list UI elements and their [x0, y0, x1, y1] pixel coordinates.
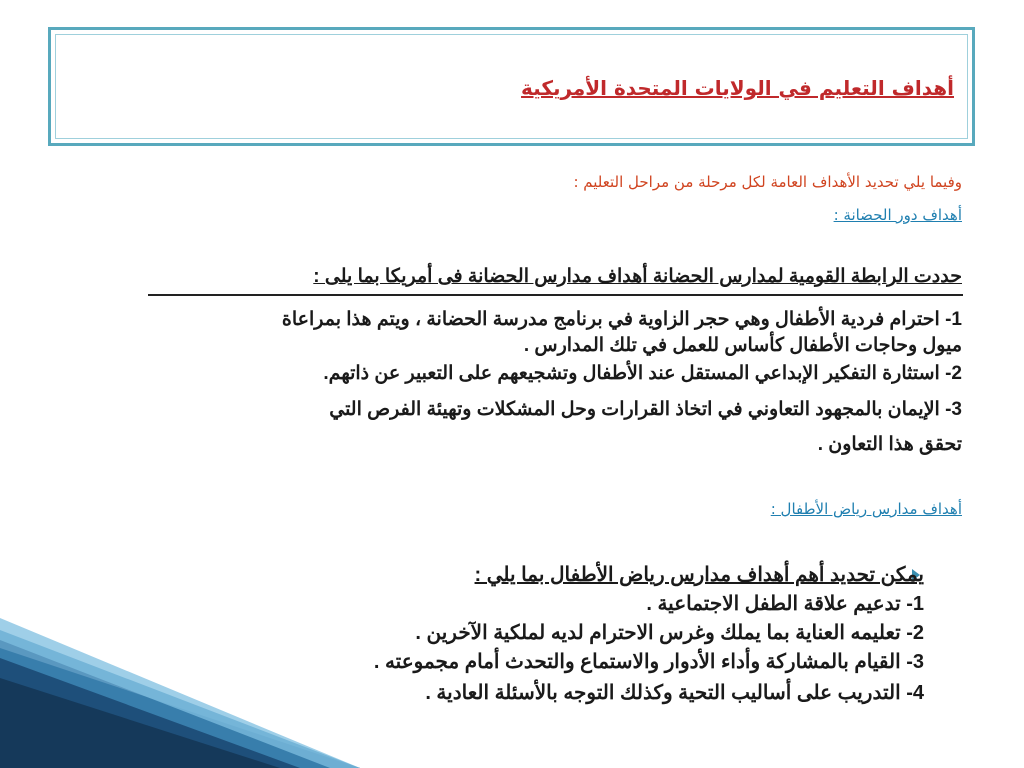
nursery-association-text: حددت الرابطة القومية لمدارس الحضانة أهداف مدارس الحضانة فى أمريكا بما يلى :	[313, 266, 962, 287]
nursery-point-1-cont: ميول وحاجات الأطفال كأساس للعمل في تلك المدارس .	[523, 335, 962, 356]
divider	[148, 294, 963, 296]
nursery-point-3-cont: تحقق هذا التعاون .	[817, 434, 962, 455]
kindergarten-item-4: 4- التدريب على أساليب التحية وكذلك التوجه بالأسئلة العادية .	[425, 682, 924, 704]
nursery-heading: أهداف دور الحضانة :	[833, 206, 962, 224]
kindergarten-item-3: 3- القيام بالمشاركة وأداء الأدوار والاستماع والتحدث أمام مجموعته .	[373, 651, 924, 673]
kindergarten-heading: أهداف مدارس رياض الأطفال :	[770, 500, 962, 518]
nursery-point-2: 2- استثارة التفكير الإبداعي المستقل عند الأطفال وتشجيعهم على التعبير عن ذاتهم.	[323, 363, 962, 384]
kindergarten-intro: يمكن تحديد أهم أهداف مدارس رياض الأطفال بما يلي :	[474, 564, 924, 586]
slide-title: أهداف التعليم في الولايات المتحدة الأمريكية	[521, 76, 954, 100]
intro-text: وفيما يلي تحديد الأهداف العامة لكل مرحلة من مراحل التعليم :	[573, 173, 962, 191]
title-frame	[48, 27, 975, 146]
nursery-point-1: 1- احترام فردية الأطفال وهي حجر الزاوية في برنامج مدرسة الحضانة ، ويتم هذا بمراعاة	[281, 309, 962, 330]
nursery-point-3: 3- الإيمان بالمجهود التعاوني في اتخاذ القرارات وحل المشكلات وتهيئة الفرص التي	[329, 399, 962, 420]
kindergarten-item-1: 1- تدعيم علاقة الطفل الاجتماعية .	[646, 593, 924, 615]
kindergarten-item-2: 2- تعليمه العناية بما يملك وغرس الاحترام لديه لملكية الآخرين .	[415, 622, 924, 644]
corner-decoration	[0, 618, 360, 768]
